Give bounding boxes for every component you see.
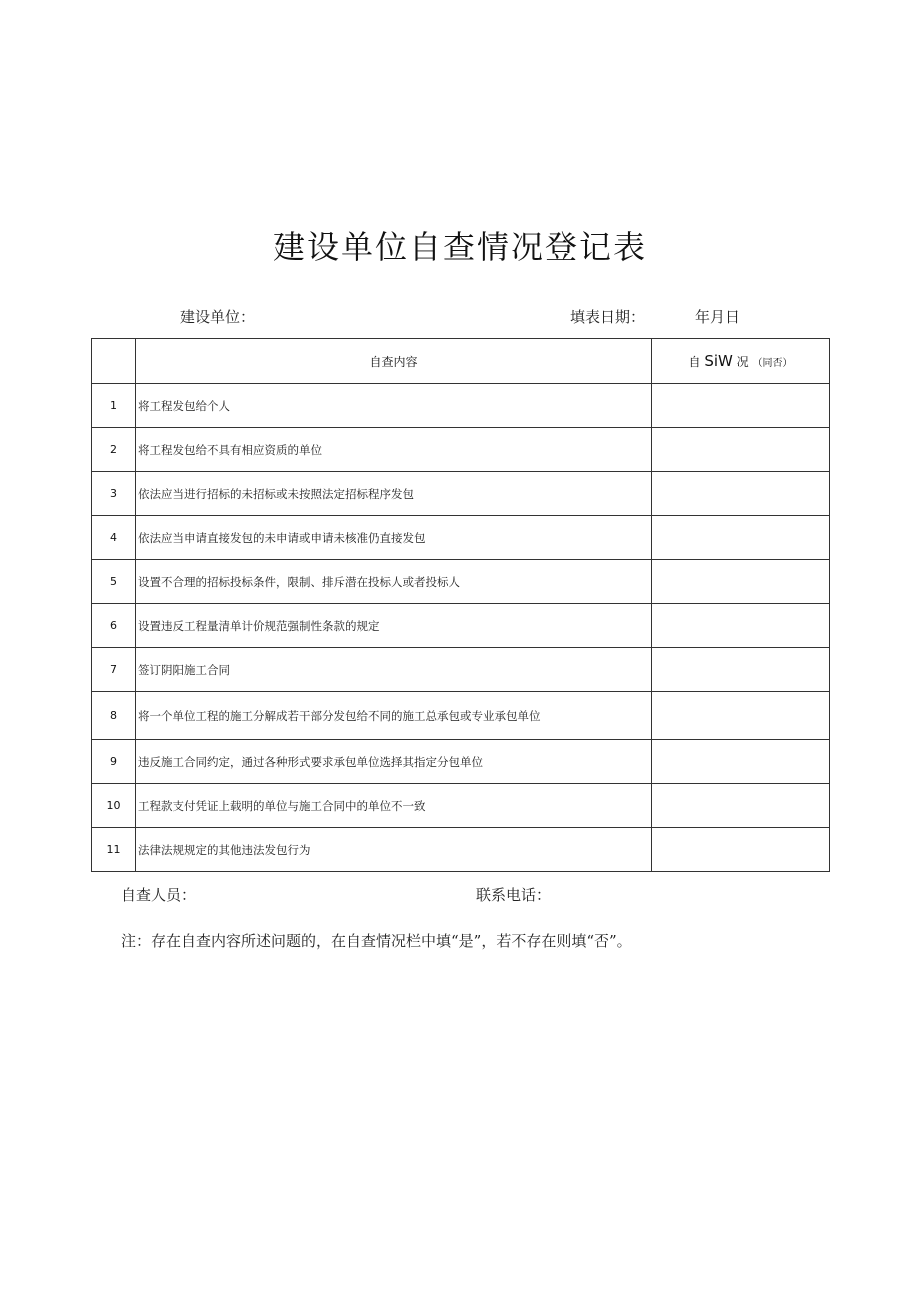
row-number: 6 (92, 604, 136, 648)
row-number: 1 (92, 384, 136, 428)
inspector-label: 自查人员： (121, 886, 197, 904)
row-result-cell[interactable] (652, 560, 830, 604)
row-result-cell[interactable] (652, 692, 830, 740)
table-row (92, 828, 830, 872)
header-result-note: （同否） (752, 358, 793, 369)
page-title: 建设单位自查情况登记表 (272, 228, 647, 266)
row-result-cell[interactable] (652, 428, 830, 472)
row-number: 2 (92, 428, 136, 472)
header-content-cell: 自查内容 (136, 339, 652, 384)
footnote: 注：存在自查内容所述问题的，在自查情况栏中填“是”，若不存在则填“否”。 (121, 932, 632, 950)
row-number: 7 (92, 648, 136, 692)
table-row (92, 604, 830, 648)
fill-date-label: 填表日期： (570, 308, 646, 326)
fill-date-format: 年月日 (695, 308, 741, 326)
row-content: 将一个单位工程的施工分解成若干部分发包给不同的施工总承包或专业承包单位 (136, 692, 652, 740)
header-result-mid: SiW (704, 352, 733, 370)
row-result-cell[interactable] (652, 604, 830, 648)
table-row (92, 648, 830, 692)
row-number: 5 (92, 560, 136, 604)
row-content: 设置违反工程量清单计价规范强制性条款的规定 (136, 604, 652, 648)
header-result-suffix: 况 (736, 355, 749, 369)
table-row (92, 692, 830, 740)
row-result-cell[interactable] (652, 828, 830, 872)
table-row (92, 784, 830, 828)
row-result-cell[interactable] (652, 384, 830, 428)
row-number: 3 (92, 472, 136, 516)
row-content: 依法应当申请直接发包的未申请或申请未核准仍直接发包 (136, 516, 652, 560)
row-content: 依法应当进行招标的未招标或未按照法定招标程序发包 (136, 472, 652, 516)
row-content: 将工程发包给个人 (136, 384, 652, 428)
row-number: 10 (92, 784, 136, 828)
row-result-cell[interactable] (652, 648, 830, 692)
row-content: 法律法规规定的其他违法发包行为 (136, 828, 652, 872)
self-check-table (91, 338, 830, 872)
row-content: 工程款支付凭证上载明的单位与施工合同中的单位不一致 (136, 784, 652, 828)
row-content: 违反施工合同约定，通过各种形式要求承包单位选择其指定分包单位 (136, 740, 652, 784)
table-row (92, 384, 830, 428)
header-result-prefix: 自 (688, 355, 701, 369)
contact-phone-label: 联系电话： (476, 886, 552, 904)
row-content: 将工程发包给不具有相应资质的单位 (136, 428, 652, 472)
row-number: 11 (92, 828, 136, 872)
row-result-cell[interactable] (652, 740, 830, 784)
row-result-cell[interactable] (652, 516, 830, 560)
row-number: 8 (92, 692, 136, 740)
table-row (92, 472, 830, 516)
table-row (92, 740, 830, 784)
header-number-cell (92, 339, 136, 384)
row-content: 设置不合理的招标投标条件，限制、排斥潜在投标人或者投标人 (136, 560, 652, 604)
table-row (92, 428, 830, 472)
construction-unit-label: 建设单位： (180, 308, 256, 326)
row-result-cell[interactable] (652, 784, 830, 828)
row-number: 4 (92, 516, 136, 560)
row-content: 签订阴阳施工合同 (136, 648, 652, 692)
row-number: 9 (92, 740, 136, 784)
row-result-cell[interactable] (652, 472, 830, 516)
header-result-cell (652, 339, 830, 384)
table-row (92, 516, 830, 560)
table-header-row (92, 339, 830, 384)
table-row (92, 560, 830, 604)
